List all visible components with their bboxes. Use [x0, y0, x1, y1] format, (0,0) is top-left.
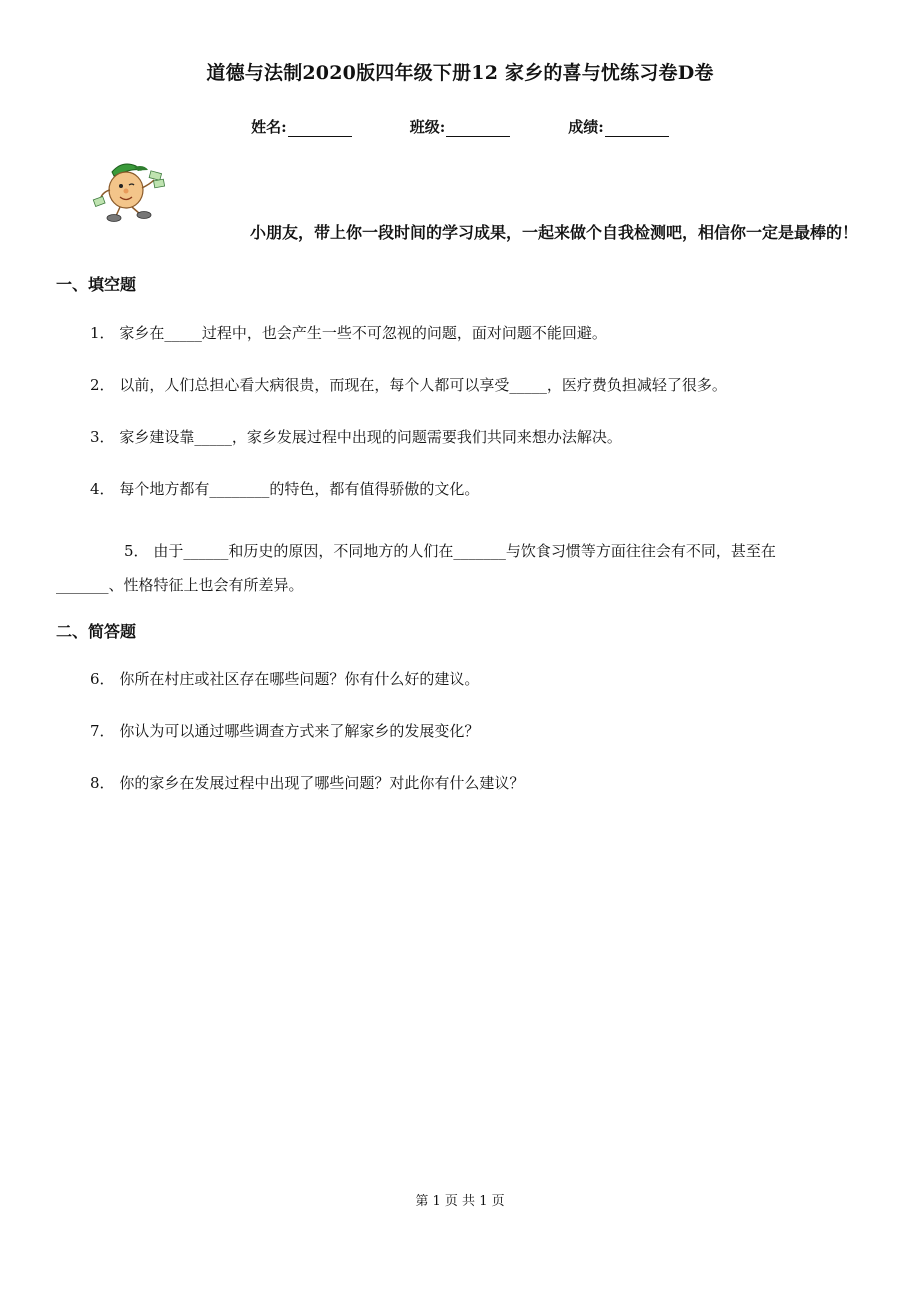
question-number: 1．: [90, 324, 115, 342]
question-number: 8．: [90, 774, 115, 792]
score-blank: [605, 120, 669, 137]
question-number: 4．: [90, 480, 115, 498]
question-4: [90, 482, 479, 497]
question-text: 你所在村庄或社区存在哪些问题？你有什么好的建议。: [119, 670, 480, 688]
question-number: 3．: [90, 428, 115, 446]
class-blank: [446, 120, 510, 137]
name-field: [251, 116, 352, 137]
question-5: [56, 534, 836, 602]
question-8: [90, 776, 524, 791]
section-fill-in-title: 一、填空题: [56, 275, 137, 294]
question-number: 6．: [90, 670, 115, 688]
question-text: 以前，人们总担心看大病很贵，而现在，每个人都可以享受_____，医疗费负担减轻了很多。: [119, 376, 727, 394]
question-1: [90, 326, 607, 341]
question-text: 每个地方都有________的特色，都有值得骄傲的文化。: [119, 480, 480, 498]
page-footer: 第 1 页 共 1 页: [415, 1194, 505, 1209]
question-text: 由于______和历史的原因，不同地方的人们在_______与饮食习惯等方面往往会有不同，甚至在_______、性格特征上也会有所差异。: [56, 542, 776, 594]
question-text: 你认为可以通过哪些调查方式来了解家乡的发展变化？: [119, 722, 480, 740]
question-number: 2．: [90, 376, 115, 394]
score-field: [568, 116, 669, 137]
question-number: 5．: [124, 542, 149, 560]
question-7: [90, 724, 479, 739]
name-blank: [288, 120, 352, 137]
question-6: [90, 672, 479, 687]
score-label: 成绩:: [568, 118, 604, 136]
class-label: 班级:: [409, 118, 446, 136]
question-text: 你的家乡在发展过程中出现了哪些问题？对此你有什么建议？: [119, 774, 525, 792]
page-title: 道德与法制2020版四年级下册12 家乡的喜与忧练习卷D卷: [206, 62, 714, 84]
question-number: 7．: [90, 722, 115, 740]
student-info-row: [0, 116, 920, 137]
mascot-illustration: [92, 158, 168, 226]
greeting-text: 小朋友，带上你一段时间的学习成果，一起来做个自我检测吧，相信你一定是最棒的！: [249, 223, 858, 242]
question-text: 家乡在_____过程中，也会产生一些不可忽视的问题，面对问题不能回避。: [119, 324, 607, 342]
question-3: [90, 430, 622, 445]
question-2: [90, 378, 727, 393]
class-field: [410, 116, 511, 137]
name-label: 姓名:: [251, 118, 287, 136]
section-short-answer-title: 二、简答题: [56, 622, 137, 641]
question-text: 家乡建设靠_____，家乡发展过程中出现的问题需要我们共同来想办法解决。: [119, 428, 622, 446]
